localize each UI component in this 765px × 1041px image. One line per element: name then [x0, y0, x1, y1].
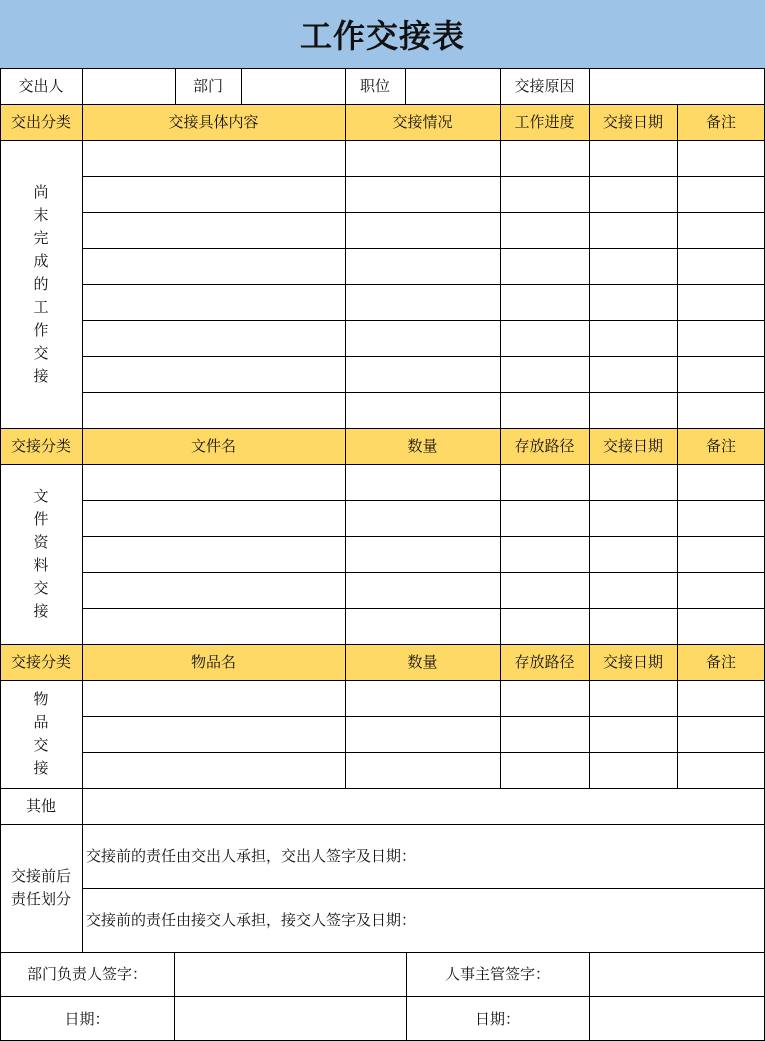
handover-person-field[interactable]: [82, 68, 175, 104]
s3-category-label: [0, 680, 82, 788]
s3-header-itemname: 物品名: [82, 644, 345, 680]
responsibility-label-line2: 责任划分: [10, 890, 71, 908]
other-field[interactable]: [82, 788, 765, 824]
page-title: 工作交接表: [0, 0, 765, 68]
s1-header-date: 交接日期: [589, 104, 677, 140]
date-right-field[interactable]: [589, 996, 765, 1041]
s2-header-quantity: 数量: [345, 428, 500, 464]
vertical-char: 物: [33, 690, 49, 708]
s1-header-progress: 工作进度: [500, 104, 589, 140]
vertical-char: 件: [33, 510, 49, 528]
s3-header-path: 存放路径: [500, 644, 589, 680]
vertical-char: 的: [33, 274, 49, 293]
vertical-char: 料: [33, 556, 49, 574]
reason-label: 交接原因: [514, 77, 575, 95]
s1-header-content: 交接具体内容: [82, 104, 345, 140]
other-label: 其他: [25, 797, 56, 815]
vertical-char: 成: [33, 251, 49, 270]
hr-head-signature-field[interactable]: [589, 952, 765, 996]
dept-head-signature-field[interactable]: [174, 952, 406, 996]
vertical-char: 工: [33, 297, 49, 316]
vertical-char: 尚: [33, 182, 49, 201]
vertical-char: 品: [33, 713, 49, 731]
s3-category-text: [33, 688, 48, 780]
s1-header-status: 交接情况: [345, 104, 500, 140]
s3-header-quantity: 数量: [345, 644, 500, 680]
department-label: 部门: [192, 77, 223, 95]
s2-header-date: 交接日期: [589, 428, 677, 464]
responsibility-label-line1: 交接前后: [10, 867, 71, 885]
vertical-char: 作: [33, 320, 49, 339]
reason-field[interactable]: [589, 68, 765, 104]
department-field[interactable]: [241, 68, 345, 104]
vertical-char: 接: [33, 759, 49, 777]
s2-header-filename: 文件名: [82, 428, 345, 464]
s1-header-category: 交出分类: [0, 104, 82, 140]
s2-header-category: 交接分类: [0, 428, 82, 464]
s1-category-text: [33, 181, 48, 388]
responsibility-line-2[interactable]: 交接前的责任由接交人承担，接交人签字及日期：: [86, 911, 417, 929]
position-field[interactable]: [405, 68, 500, 104]
handover-person-label: 交出人: [18, 77, 64, 95]
date-right-label: 日期：: [474, 1009, 520, 1028]
vertical-char: 文: [33, 487, 49, 505]
position-label: 职位: [359, 77, 390, 95]
vertical-char: 交: [33, 736, 49, 754]
s2-category-label: [0, 464, 82, 644]
vertical-char: 接: [33, 366, 49, 385]
s3-header-date: 交接日期: [589, 644, 677, 680]
s2-header-notes: 备注: [677, 428, 765, 464]
date-left-field[interactable]: [174, 996, 406, 1041]
hr-head-signature-label: 人事主管签字：: [444, 965, 550, 983]
s2-header-path: 存放路径: [500, 428, 589, 464]
responsibility-line-1[interactable]: 交接前的责任由交出人承担，交出人签字及日期：: [86, 847, 417, 865]
vertical-char: 接: [33, 602, 49, 620]
date-left-label: 日期：: [64, 1009, 110, 1028]
s1-header-notes: 备注: [677, 104, 765, 140]
vertical-char: 完: [33, 228, 49, 247]
vertical-char: 末: [33, 205, 49, 224]
vertical-char: 交: [33, 343, 49, 362]
dept-head-signature-label: 部门负责人签字：: [26, 965, 147, 983]
s3-header-notes: 备注: [677, 644, 765, 680]
s2-category-text: [33, 485, 48, 623]
vertical-char: 交: [33, 579, 49, 597]
responsibility-label: [0, 824, 82, 952]
vertical-char: 资: [33, 533, 49, 551]
s3-header-category: 交接分类: [0, 644, 82, 680]
s1-category-label: [0, 140, 82, 428]
